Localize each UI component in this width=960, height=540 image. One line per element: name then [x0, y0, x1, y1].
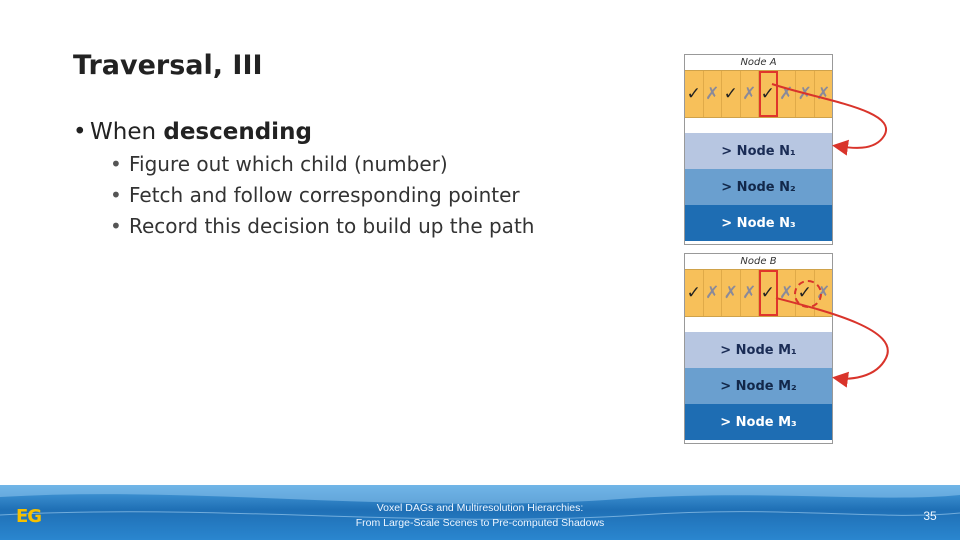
mask-bit-selected: ✓ [759, 270, 778, 316]
pointer-n2: > Node N₂ [685, 169, 832, 205]
arrow-a-to-n2 [772, 84, 886, 148]
mask-bit: ✗ [704, 71, 723, 117]
mask-bit: ✗ [741, 71, 760, 117]
arrow-b-to-m2 [776, 298, 888, 379]
bullet-dot: • [110, 183, 122, 207]
mask-bit: ✓ [685, 71, 704, 117]
bullet-bold: descending [163, 119, 312, 145]
subbullet-text: Figure out which child (number) [129, 152, 448, 176]
mask-bit: ✗ [778, 71, 797, 117]
mask-bit: ✗ [816, 283, 831, 303]
node-b-label: Node B [740, 256, 777, 267]
mask-bit: ✗ [704, 270, 723, 316]
footer-bar [0, 485, 960, 540]
subbullet-text: Record this decision to build up the path [129, 214, 535, 238]
bullet-prefix: When [90, 119, 164, 145]
slide-title: Traversal, III [73, 50, 263, 81]
pointer-n1: > Node N₁ [685, 133, 832, 169]
mask-bit: ✓ [722, 71, 741, 117]
page-number: 35 [923, 509, 937, 523]
footer-caption [330, 501, 630, 531]
footer-line-1: Voxel DAGs and Multiresolution Hierarchies: [376, 502, 584, 514]
bullet-dot: • [110, 214, 122, 238]
pointer-m1: > Node M₁ [685, 332, 832, 368]
mask-bit: ✗ [778, 270, 797, 316]
mask-bit: ✗ [796, 71, 815, 117]
mask-bit-dashed: ✓ [796, 270, 815, 316]
mask-bit: ✓ [685, 270, 704, 316]
mask-bit: ✗ [722, 270, 741, 316]
mask-bit: ✗ [741, 270, 760, 316]
subbullet-text: Fetch and follow corresponding pointer [129, 183, 520, 207]
bullet-dot: • [110, 152, 122, 176]
bullet-dot: • [73, 119, 87, 145]
pointer-m2: > Node M₂ [685, 368, 832, 404]
eg-logo: EG [16, 506, 42, 527]
node-a-label: Node A [740, 57, 777, 68]
pointer-n3: > Node N₃ [685, 205, 832, 241]
mask-bit: ✗ [816, 84, 831, 104]
footer-line-2: From Large-Scale Scenes to Pre-computed Shadows [355, 517, 605, 529]
pointer-m3: > Node M₃ [685, 404, 832, 440]
mask-bit-selected: ✓ [759, 71, 778, 117]
